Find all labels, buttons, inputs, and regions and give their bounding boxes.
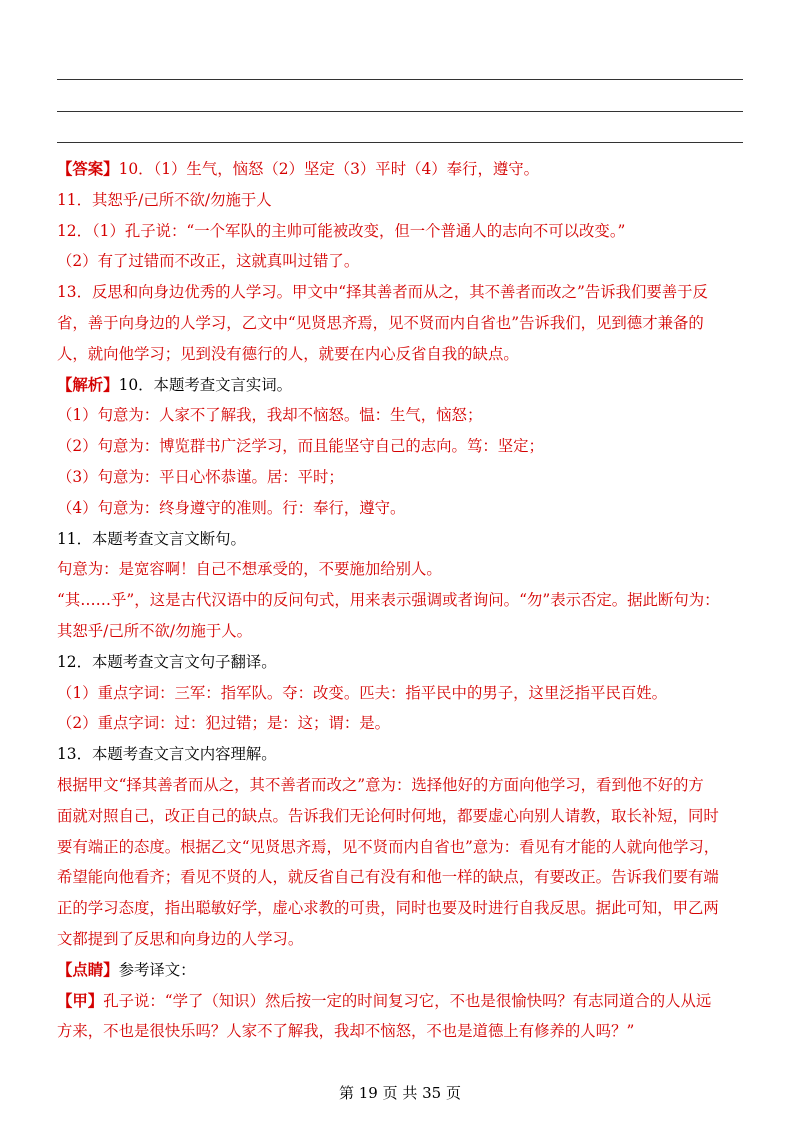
text-line — [57, 185, 747, 216]
text-line — [57, 955, 747, 986]
text-line — [57, 308, 747, 339]
text-line — [57, 986, 747, 1017]
text-line — [57, 708, 747, 739]
line-text: （2）句意为：博览群书广泛学习，而且能坚守自己的志向。笃：坚定； — [57, 437, 544, 456]
line-text: （1）句意为：人家不了解我，我却不恼怒。愠：生气，恼怒； — [57, 406, 483, 425]
line-text: 13．本题考查文言文内容理解。 — [57, 745, 277, 764]
line-text: 12．（1）孔子说：“一个军队的主帅可能被改变，但一个普通人的志向不可以改变。” — [57, 221, 626, 240]
line-text: （2）有了过错而不改正，这就真叫过错了。 — [57, 252, 360, 271]
section-label: 【解析】 — [57, 375, 119, 394]
line-text: 省，善于向身边的人学习，乙文中“见贤思齐焉，见不贤而内自省也”告诉我们，见到德才兼备的 — [57, 313, 704, 332]
line-text: （1）重点字词：三军：指军队。夺：改变。匹夫：指平民中的男子，这里泛指平民百姓。 — [57, 683, 668, 702]
line-text: 10．本题考查文言实词。 — [118, 375, 293, 394]
text-line — [57, 524, 747, 555]
line-text: 其恕乎/己所不欲/勿施于人。 — [57, 621, 253, 640]
text-line — [57, 770, 747, 801]
line-text: 根据甲文“择其善者而从之，其不善者而改之”意为：选择他好的方面向他学习，看到他不好的方 — [57, 775, 704, 794]
text-line — [57, 400, 747, 431]
line-text: “其……乎”，这是古代汉语中的反问句式，用来表示强调或者询问。“勿”表示否定。据此断句为： — [57, 591, 720, 610]
page-footer: 第 19 页 共 35 页 — [338, 1084, 461, 1102]
text-line — [57, 246, 747, 277]
line-text: 方来，不也是很快乐吗？人家不了解我，我却不恼怒，不也是道德上有修养的人吗？” — [57, 1022, 635, 1041]
line-text: 12．本题考查文言文句子翻译。 — [57, 652, 277, 671]
text-line — [57, 277, 747, 308]
text-line — [57, 832, 747, 863]
line-text: 11．本题考查文言文断句。 — [57, 529, 246, 548]
line-text: 人，就向他学习；见到没有德行的人，就要在内心反省自我的缺点。 — [57, 344, 519, 363]
text-line — [57, 1016, 747, 1047]
text-line — [57, 647, 747, 678]
section-label: 【甲】 — [57, 991, 104, 1010]
text-line — [57, 493, 747, 524]
text-line — [57, 339, 747, 370]
line-text: 要有端正的态度。根据乙文“见贤思齐焉，见不贤而内自省也”意为：看见有才能的人就向他学习， — [57, 837, 720, 856]
document-body — [57, 154, 747, 1047]
line-text: 孔子说：“学了（知识）然后按一定的时间复习它，不也是很愉快吗？有志同道合的人从远 — [103, 991, 712, 1010]
line-text: 面就对照自己，改正自己的缺点。告诉我们无论何时何地，都要虚心向别人请教，取长补短，同时 — [57, 806, 719, 825]
line-text: （4）句意为：终身遵守的准则。行：奉行，遵守。 — [57, 498, 406, 517]
answer-line-3 — [57, 142, 743, 143]
answer-line-2 — [57, 111, 743, 112]
line-text: 11．其恕乎/己所不欲/勿施于人 — [57, 190, 272, 209]
line-text: 句意为：是宽容啊！自己不想承受的，不要施加给别人。 — [57, 560, 442, 579]
line-text: 参考译文： — [118, 960, 196, 979]
text-line — [57, 678, 747, 709]
section-label: 【点睛】 — [57, 960, 119, 979]
text-line — [57, 462, 747, 493]
line-text: 10．（1）生气，恼怒（2）坚定（3）平时（4）奉行，遵守。 — [118, 160, 540, 178]
section-label: 【答案】 — [57, 160, 119, 178]
line-text: 文都提到了反思和向身边的人学习。 — [57, 929, 304, 948]
text-line — [57, 739, 747, 770]
text-line — [57, 554, 747, 585]
text-line — [57, 154, 747, 185]
text-line — [57, 862, 747, 893]
line-text: 正的学习态度，指出聪敏好学，虚心求教的可贵，同时也要及时进行自我反思。据此可知，甲乙两 — [57, 899, 719, 918]
text-line — [57, 585, 747, 616]
line-text: 13．反思和向身边优秀的人学习。甲文中“择其善者而从之，其不善者而改之”告诉我们要善于反 — [57, 283, 708, 302]
text-line — [57, 801, 747, 832]
text-line — [57, 216, 747, 247]
answer-line-1 — [57, 79, 743, 80]
line-text: 希望能向他看齐；看见不贤的人，就反省自己有没有和他一样的缺点，有要改正。告诉我们要有端 — [57, 868, 719, 887]
text-line — [57, 924, 747, 955]
line-text: （2）重点字词：过：犯过错；是：这；谓：是。 — [57, 714, 390, 733]
text-line — [57, 616, 747, 647]
text-line — [57, 370, 747, 401]
line-text: （3）句意为：平日心怀恭谨。居：平时； — [57, 467, 344, 486]
text-line — [57, 893, 747, 924]
text-line — [57, 431, 747, 462]
